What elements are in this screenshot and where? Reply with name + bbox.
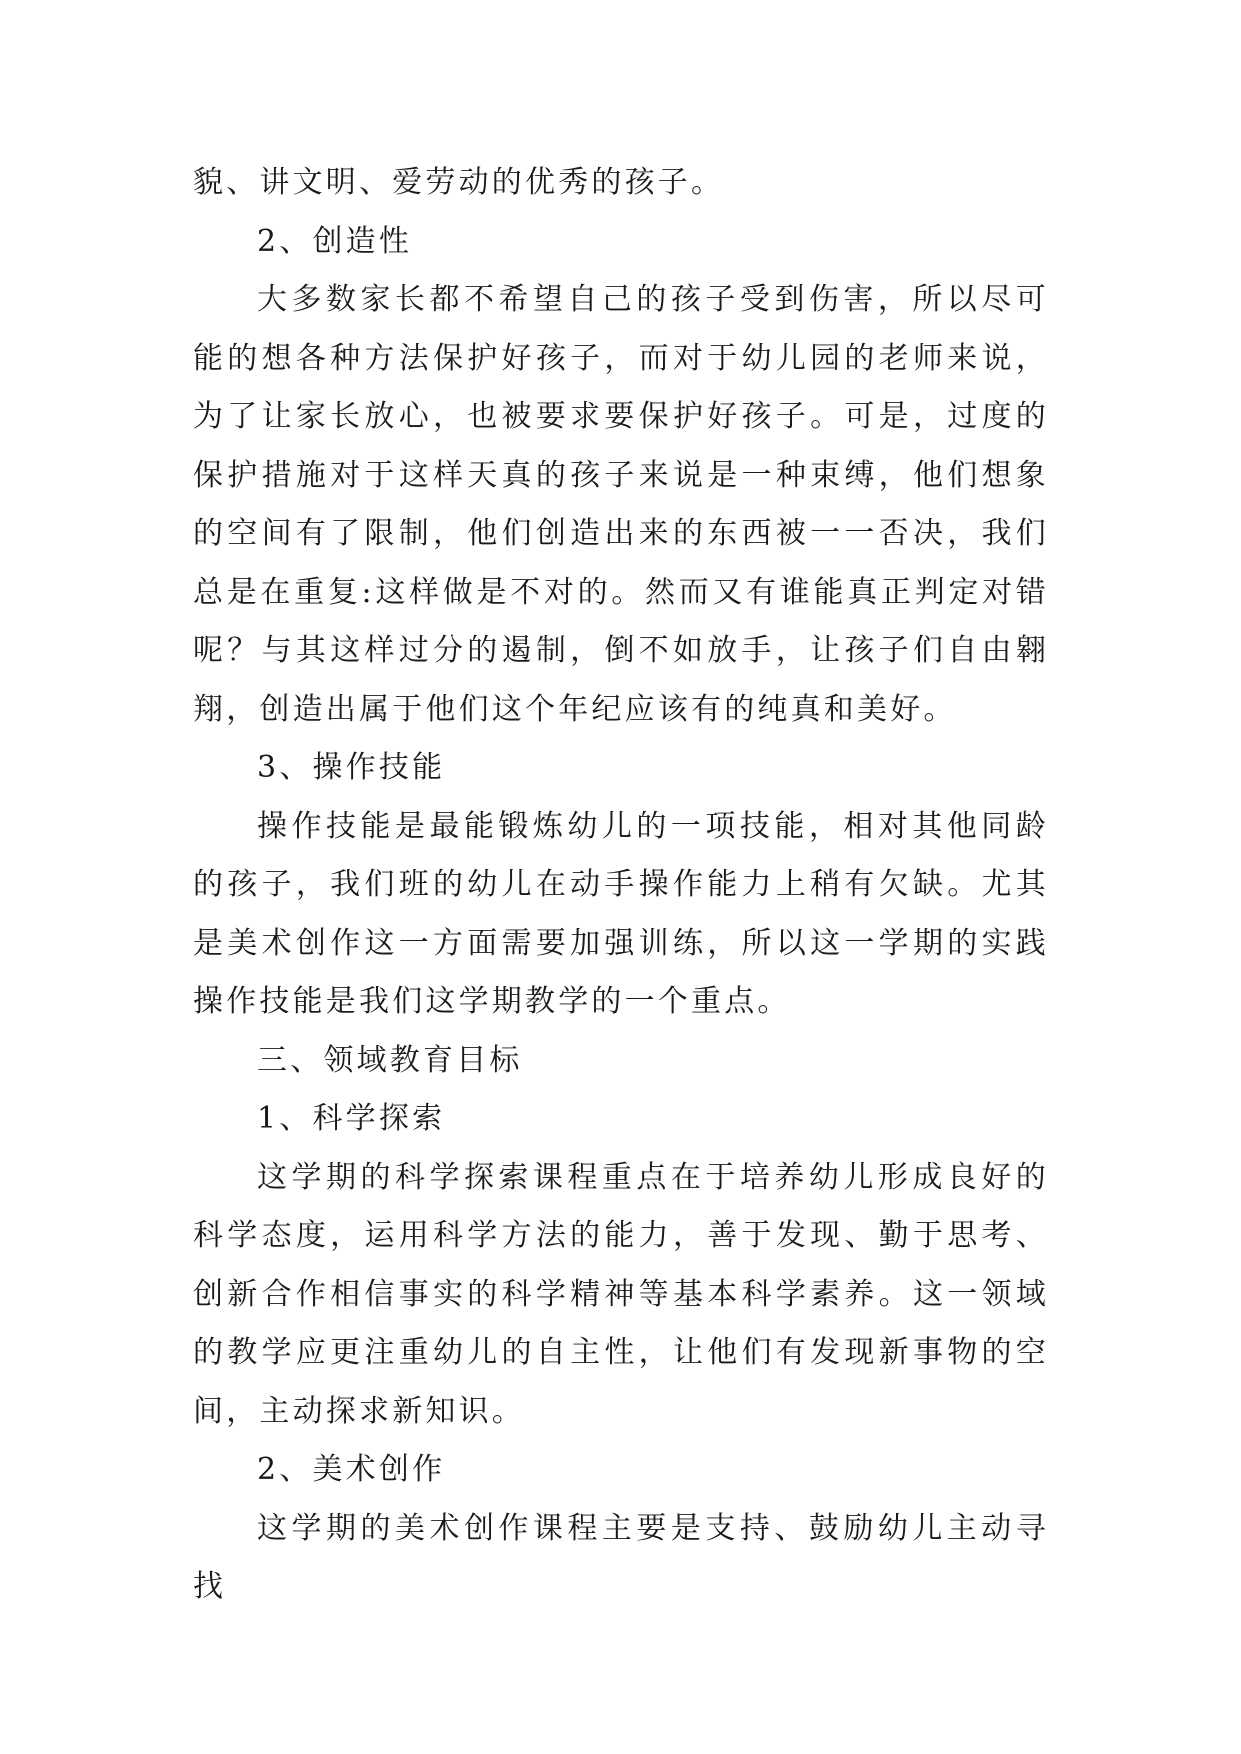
paragraph-continued: 貌、讲文明、爱劳动的优秀的孩子。 (193, 165, 725, 200)
paragraph-operation-skills: 操作技能是最能锻炼幼儿的一项技能，相对其他同龄的孩子，我们班的幼儿在动手操作能力上稍有欠缺。尤其是美术创作这一方面需要加强训练，所以这一学期的实践操作技能是我们这学期教学的一个重点。 (193, 808, 1049, 1019)
section-heading-operation-skills: 3、操作技能 (257, 750, 446, 785)
section-heading-creativity: 2、创造性 (257, 223, 413, 259)
paragraph-creativity: 大多数家长都不希望自己的孩子受到伤害，所以尽可能的想各种方法保护好孩子，而对于幼儿园的老师来说，为了让家长放心，也被要求要保护好孩子。可是，过度的保护措施对于这样天真的孩子来说是一种束缚，他们想象的空间有了限制，他们创造出来的东西被一一否决，我们总是在重复:这样做是不对的。然而又有谁能真正判定对错呢？与其这样过分的遏制，倒不如放手，让孩子们自由翱翔，创造出属于他们这个年纪应该有的纯真和美好。 (193, 282, 1049, 727)
document-body (193, 154, 1049, 1617)
paragraph-science-exploration: 这学期的科学探索课程重点在于培养幼儿形成良好的科学态度，运用科学方法的能力，善于发现、勤于思考、创新合作相信事实的科学精神等基本科学素养。这一领域的教学应更注重幼儿的自主性，让他们有发现新事物的空间，主动探求新知识。 (193, 1159, 1049, 1429)
section-heading-science-exploration: 1、科学探索 (257, 1101, 446, 1136)
section-heading-art-creation: 2、美术创作 (257, 1452, 446, 1487)
paragraph-art-creation: 这学期的美术创作课程主要是支持、鼓励幼儿主动寻找 (193, 1510, 1049, 1604)
section-heading-domain-goals: 三、领域教育目标 (257, 1042, 523, 1078)
